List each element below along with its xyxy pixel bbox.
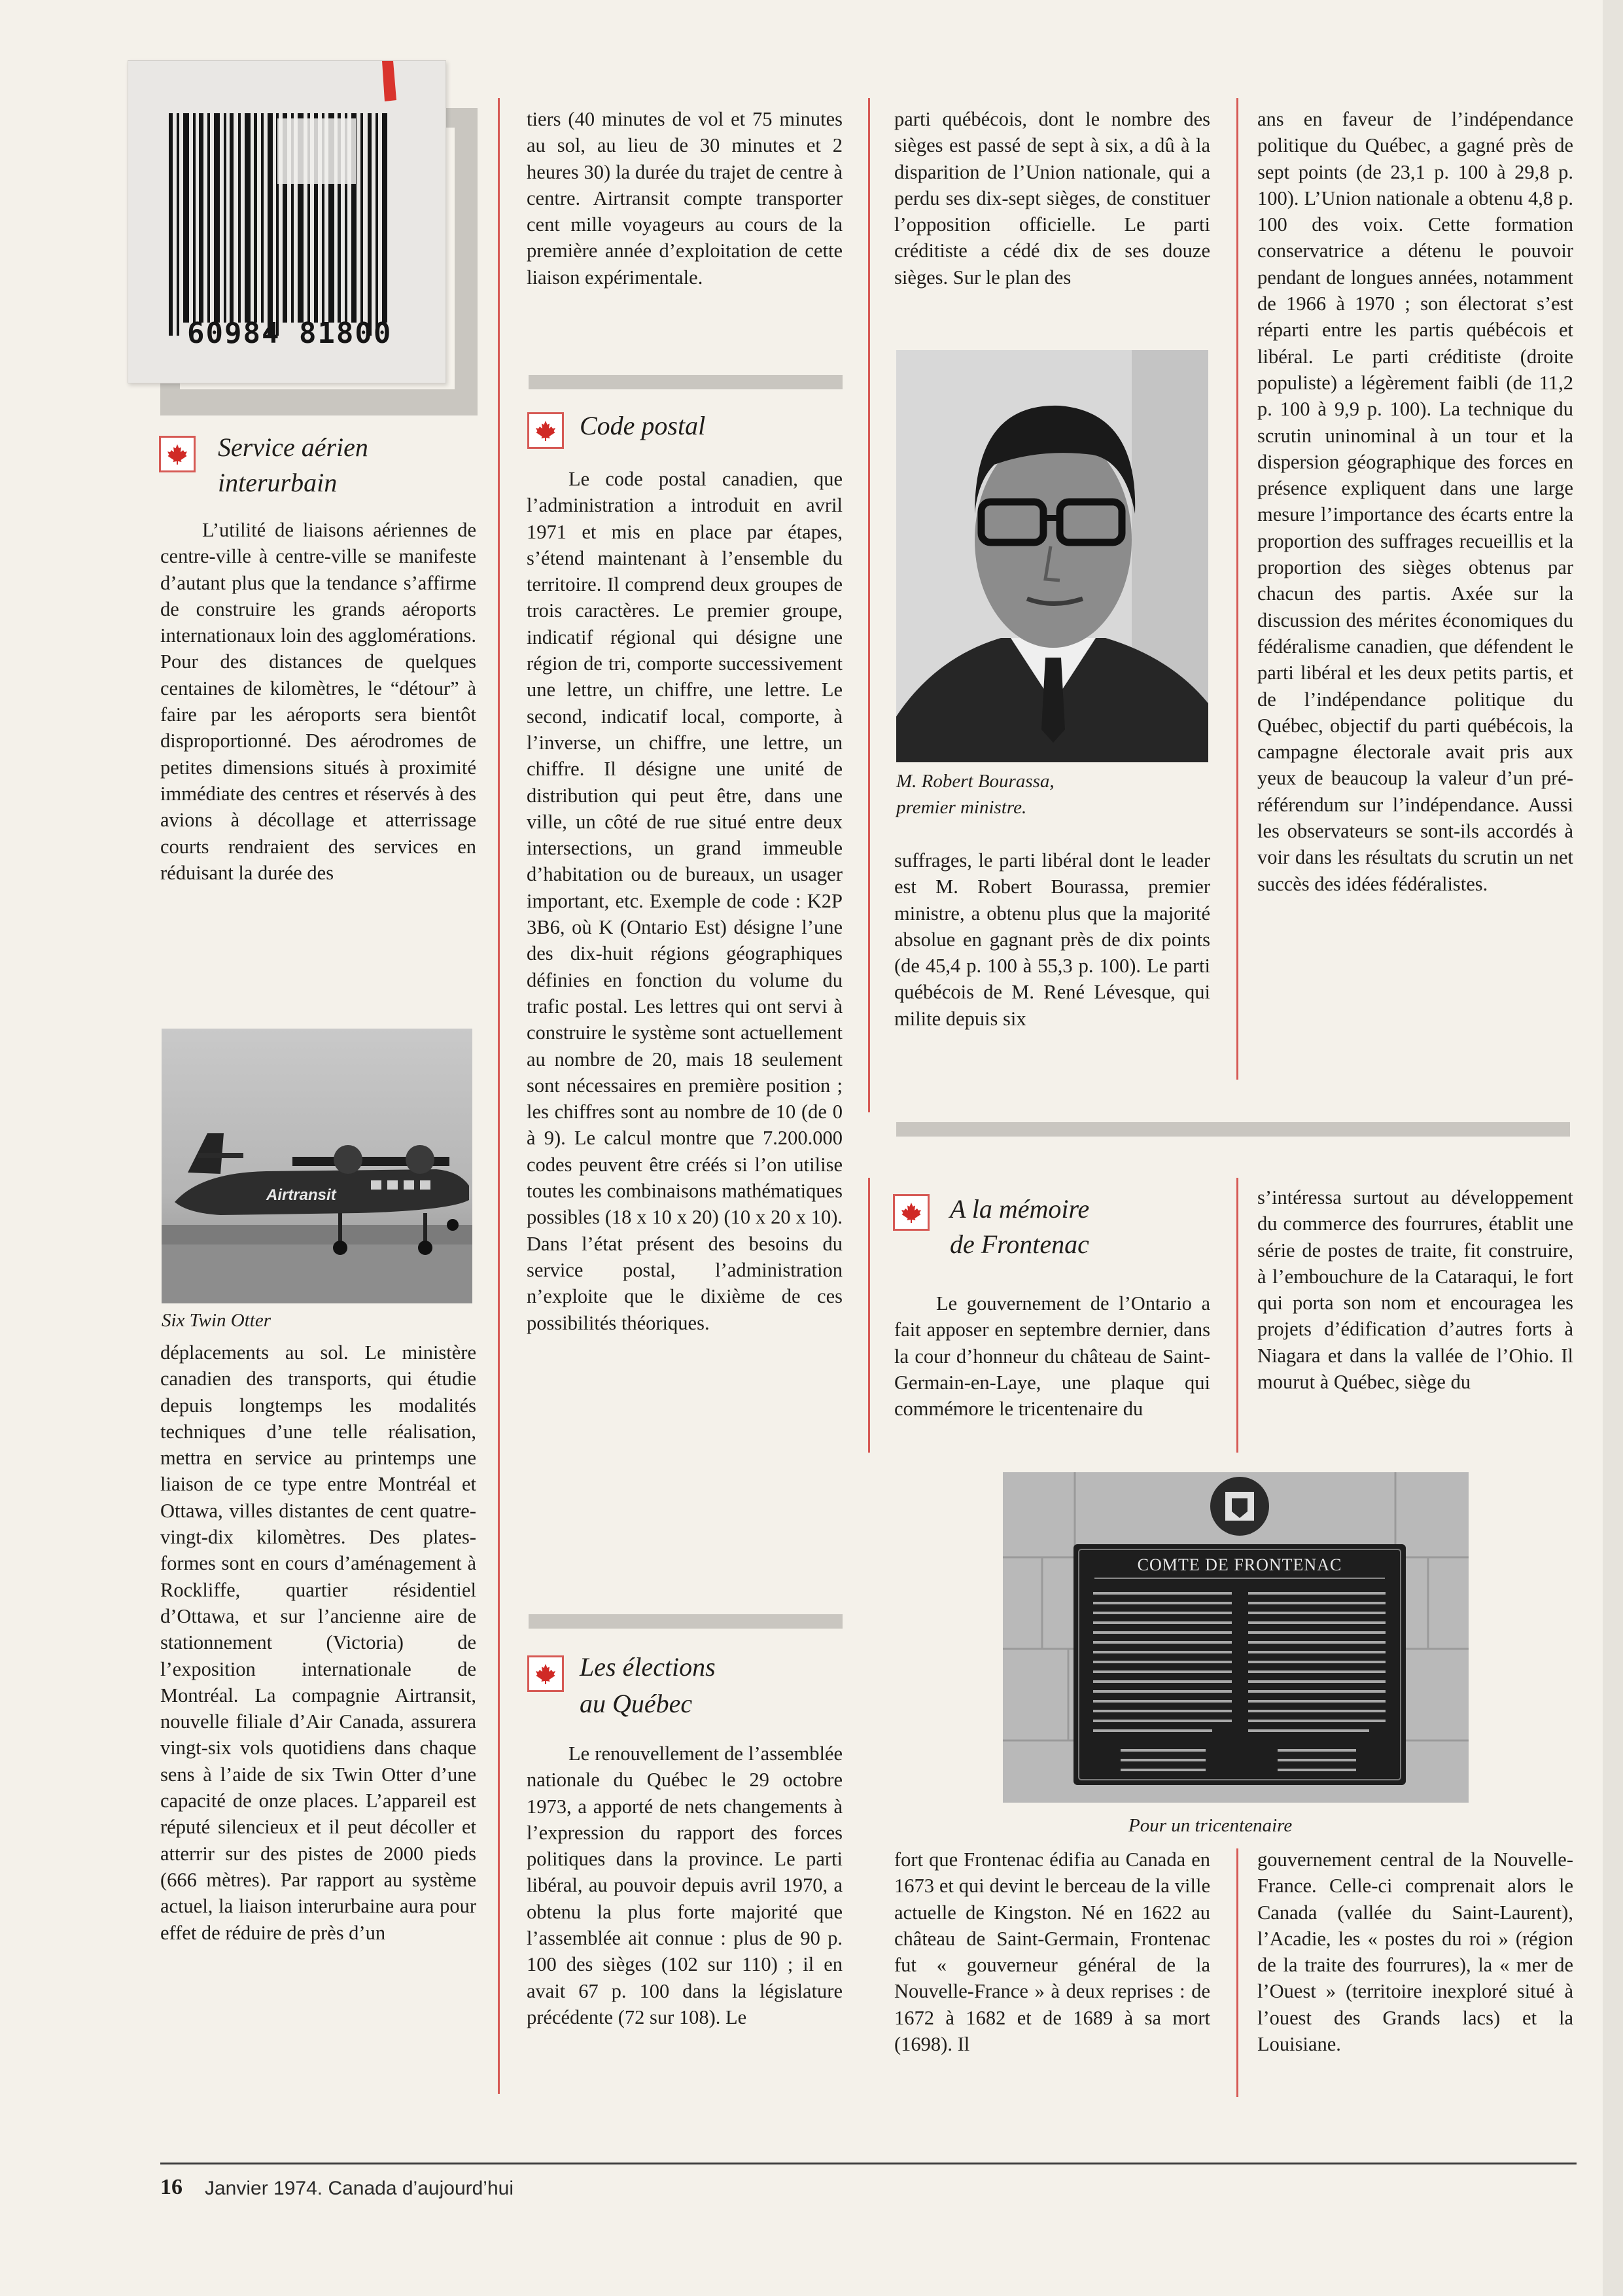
paragraph: L’utilité de liaisons aériennes de centre-ville à centre-ville se manifeste d’autant plus que la tendance s’affirme de construire les grands aéroports internationaux loin des agglomérations. Pour des distances de quelques centaines de kilomètres, le “détour” à faire par les aéroports sera bientôt disproportionné. Des aérodromes de petites dimensions situés à proximité immédiate des centres et réservés à des avions à décollage et atterrissage courts rendraient des services en réduisant la durée des (160, 519, 476, 884)
maple-leaf-icon (900, 1201, 922, 1224)
flag-box-frontenac (893, 1194, 930, 1231)
col3-text-2 (894, 847, 1210, 1032)
paragraph: fort que Frontenac édifia au Canada en 1673 et qui devint le berceau de la ville actuelle de Kingston. Né en 1622 au château de Saint-Germain, Frontenac fut « gouverneur général de la Nouvelle-France » à deux reprises : de 1672 à 1682 et de 1689 à sa mort (1698). Il (894, 1848, 1210, 2056)
frontenac-text-1 (894, 1290, 1210, 1422)
col2-text-1 (527, 106, 843, 291)
heading-service-aerien-2: interurbain (218, 468, 338, 497)
divider-bar (529, 1614, 843, 1629)
maple-leaf-icon (534, 419, 557, 442)
heading-frontenac-2: de Frontenac (950, 1229, 1089, 1259)
bourassa-photo (896, 350, 1208, 762)
maple-leaf-icon (166, 443, 188, 465)
paragraph: tiers (40 minutes de vol et 75 minutes au sol, au lieu de 30 minutes et 2 heures 30) la durée du trajet de centre à centre. Airtransit compte transporter cent mille voyageurs au cours de la première année d’exploitation de cette liaison expérimentale. (527, 108, 843, 289)
barcode-sticker (128, 60, 446, 383)
maple-leaf-icon (534, 1663, 557, 1685)
paragraph: parti québécois, dont le nombre des sièges est passé de sept à six, a dû à la disparition de l’Union nationale, qui a perdu ses dix-sept sièges, de constituer l’opposition officielle. Le parti créditiste a cédé dix de ses douze sièges. Sur le plan des (894, 108, 1210, 289)
divider-bar (896, 1122, 1570, 1137)
col2-text-3 (527, 1740, 843, 2030)
page-edge (1603, 0, 1623, 2296)
frontenac-text-3 (894, 1846, 1210, 2057)
column-rule-2 (868, 98, 870, 1112)
caption-plaque: Pour un tricentenaire (1128, 1815, 1293, 1836)
flag-box-code (527, 412, 564, 449)
footer-issue: Janvier 1974. Canada d’aujourd’hui (205, 2178, 514, 2199)
frontenac-text-4 (1257, 1846, 1573, 2057)
column-rule-6 (1236, 1848, 1238, 2097)
paragraph: Le code postal canadien, que l’administration a introduit en avril 1971 et mis en place par étapes, s’étend maintenant à l’ensemble du territoire. Il comprend deux groupes de trois caractères. Le premier groupe, indicatif régional qui désigne une région de tri, comporte successivement une lettre, un chiffre, une lettre. Le second, indicatif local, comporte, à l’inverse, un chiffre, une lettre, un chiffre. Il désigne une unité de distribution qui peut être, dans une ville, un côté de rue situé entre deux intersections, un grand immeuble d’habitation ou de bureaux, un usager important, etc. Exemple de code : K2P 3B6, où K (Ontario Est) désigne l’une des dix-huit régions géographiques définies en fonction du volume du trafic postal. Les lettres qui ont servi à construire le système sont actuellement au nombre de 20, mais 18 seulement sont nécessaires en première position ; les chiffres sont au nombre de 10 (de 0 à 9). Le calcul montre que 7.200.000 codes peuvent être créés si l’on utilise toutes les combinaisons mathématiques possibles (18 x 10 x 20) (10 x 20 x 10). Dans l’état présent des besoins du service postal, l’administration n’exploite que le dixième de ces possibilités théoriques. (527, 468, 843, 1334)
frontenac-text-2 (1257, 1184, 1573, 1395)
col2-text-2 (527, 466, 843, 1336)
plaque-title: COMTE DE FRONTENAC (1137, 1555, 1342, 1574)
heading-service-aerien-1: Service aérien (218, 433, 368, 462)
col1-text-1 (160, 517, 476, 886)
page-number: 16 (160, 2175, 183, 2199)
portrait-image (896, 350, 1208, 762)
heading-elections-1: Les élections (580, 1652, 716, 1682)
heading-elections-2: au Québec (580, 1689, 693, 1718)
paragraph: gouvernement central de la Nouvelle-France. Celle-ci comprenait alors le Canada (vallée du Saint-Laurent), l’Acadie, les « postes du roi » (région de la traite des fourrures), la « mer de l’Ouest » (territoire inexploré situé à l’ouest des Grands lacs) et la Louisiane. (1257, 1848, 1573, 2056)
column-rule-1 (498, 98, 500, 2094)
footer-rule (160, 2163, 1577, 2164)
column-rule-3 (1236, 98, 1238, 1080)
flag-box-elections (527, 1655, 564, 1692)
flag-box-service (159, 436, 196, 472)
column-rule-5 (1236, 1178, 1238, 1453)
column-rule-4 (868, 1178, 870, 1453)
paragraph: déplacements au sol. Le ministère canadien des transports, qui étudie depuis longtemps les modalités techniques d’une telle réalisation, mettra en service au printemps une liaison de ce type entre Montréal et Ottawa, villes distantes de cent quatre-vingt-dix kilomètres. Des plates-formes sont en cours d’aménagement à Rockliffe, quartier résidentiel d’Ottawa, et sur l’ancienne aire de stationnement (Victoria) de l’exposition internationale de Montréal. La compagnie Airtransit, nouvelle filiale d’Air Canada, assurera vingt-six vols quotidiens dans chaque sens à l’aide de six Twin Otter d’une capacité de onze places. L’appareil est réputé silencieux et il peut décoller et atterrir sur des pistes de 2000 pieds (666 mètres). Par rapport au système actuel, la liaison interurbaine aura pour effet de réduire de près d’un (160, 1341, 476, 1944)
caption-bourassa-2: premier ministre. (896, 797, 1027, 818)
caption-bourassa-1: M. Robert Bourassa, (896, 771, 1055, 792)
col1-text-2 (160, 1339, 476, 1946)
twin-otter-photo (162, 1029, 472, 1303)
barcode-number: 60984 81800 (187, 317, 393, 350)
col4-text-1 (1257, 106, 1573, 897)
plaque-photo (1003, 1472, 1469, 1803)
paragraph: suffrages, le parti libéral dont le leader est M. Robert Bourassa, premier ministre, a obtenu plus que la majorité absolue en gagnant près de dix points (de 45,4 p. 100 à 55,3 p. 100). Le parti québécois de M. René Lévesque, qui milite depuis six (894, 849, 1210, 1030)
paragraph: s’intéressa surtout au développement du commerce des fourrures, établit une série de postes de traite, fit construire, à l’embouchure de la Cataraqui, le fort qui porta son nom et encouragea les projets d’édification d’autres forts à Niagara et dans la vallée de l’Ohio. Il mourut à Québec, siège du (1257, 1186, 1573, 1394)
paragraph: Le gouvernement de l’Ontario a fait apposer en septembre dernier, dans la cour d’honneur du château de Saint-Germain-en-Laye, une plaque qui commémore le tricentenaire du (894, 1292, 1210, 1421)
plaque-image (1003, 1472, 1469, 1803)
heading-code-postal: Code postal (580, 411, 706, 440)
caption-twin-otter: Six Twin Otter (162, 1310, 271, 1331)
col3-text-1 (894, 106, 1210, 291)
airplane-image (162, 1029, 472, 1303)
paragraph: ans en faveur de l’indépendance politique du Québec, a gagné près de sept points (de 23,1 p. 100 à 29,8 p. 100). L’Union nationale a obtenu 4,8 p. 100 des voix. Cette formation conservatrice a détenu le pouvoir pendant de longues années, notamment de 1966 à 1970 ; son électorat s’est réparti entre les partis québécois et libéral. Le parti créditiste (droite populiste) a légèrement faibli (de 11,2 p. 100 à 9,9 p. 100). La technique du scrutin uninominal à un tour et la dispersion géographique des forces en présence expliquent dans une large mesure l’importance des écarts entre la proportion des suffrages recueillis et la proportion des sièges obtenus par chacun des partis. Axée sur la discussion des mérites économiques du fédéralisme canadien, que défendent le parti libéral et les deux petits partis, et de l’indépendance politique du Québec, objectif du parti québécois, la campagne électorale avait pris aux yeux de beaucoup la valeur d’un pré-référendum sur l’indépendance. Aussi les observateurs se sont-ils accordés à voir dans les résultats du scrutin un net succès des idées fédéralistes. (1257, 108, 1573, 895)
plane-logo: Airtransit (266, 1186, 336, 1204)
heading-frontenac-1: A la mémoire (950, 1194, 1090, 1224)
divider-bar (529, 375, 843, 389)
paragraph: Le renouvellement de l’assemblée nationale du Québec le 29 octobre 1973, a apporté de nets changements à l’expression du rapport des forces politiques dans la province. Le parti libéral, au pouvoir depuis avril 1970, a obtenu la plus forte majorité que l’assemblée ait connue : plus de 90 p. 100 des sièges (102 sur 110) ; il en avait 67 p. 100 dans la législature précédente (72 sur 108). Le (527, 1742, 843, 2028)
